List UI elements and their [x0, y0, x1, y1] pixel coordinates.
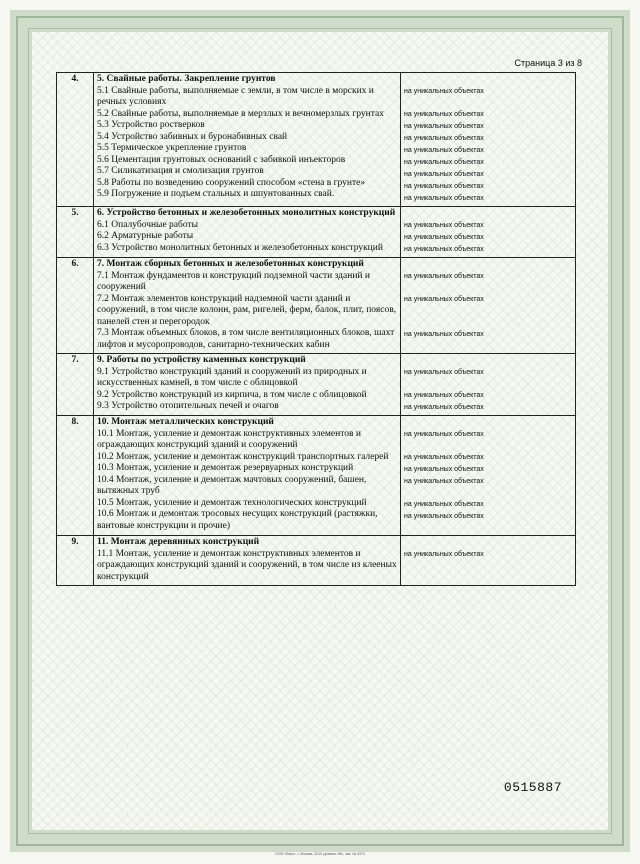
- note-spacer: [404, 259, 572, 271]
- work-note: на уникальных объектах: [404, 501, 484, 508]
- works-cell: [94, 354, 401, 416]
- note-spacer: [404, 537, 572, 549]
- row-number: 8.: [57, 416, 94, 536]
- work-item: 9.2 Устройство конструкций из кирпича, в том числе с облицовкой: [97, 389, 367, 400]
- works-cell: [94, 416, 401, 536]
- work-item: 10.5 Монтаж, усиление и демонтаж технологических конструкций: [97, 497, 367, 508]
- work-item: 5.4 Устройство забивных и буронабивных свай: [97, 131, 288, 142]
- work-item: 10.6 Монтаж и демонтаж тросовых несущих конструкций (растяжки, вантовые конструкции и прочие): [97, 509, 378, 531]
- work-item: 5.9 Погружение и подъем стальных и шпунтованных свай.: [97, 189, 335, 199]
- work-item: 5.1 Свайные работы, выполняемые с земли, в том числе в морских и речных условиях: [97, 85, 374, 107]
- row-number: 7.: [57, 354, 94, 416]
- work-item: 7.3 Монтаж объемных блоков, в том числе вентиляционных блоков, шахт лифтов и мусоропроводов, санитарно-технических кабин: [97, 328, 395, 350]
- works-table: [56, 72, 576, 586]
- note-spacer: [404, 208, 572, 220]
- work-note: на уникальных объектах: [404, 183, 484, 190]
- work-item: 6.1 Опалубочные работы: [97, 219, 198, 230]
- work-item: 10.1 Монтаж, усиление и демонтаж конструктивных элементов и ограждающих конструкций зданий и сооружений: [97, 428, 361, 450]
- page-number: Страница 3 из 8: [514, 58, 582, 68]
- work-note: на уникальных объектах: [404, 296, 484, 303]
- table-row: [57, 73, 576, 207]
- works-cell: [94, 207, 401, 258]
- works-cell: [94, 73, 401, 207]
- work-note: на уникальных объектах: [404, 135, 484, 142]
- work-note: на уникальных объектах: [404, 404, 484, 411]
- print-footer: ООО «Вэкс», г. Москва, 2010 уровень «В», зак. № 4374: [275, 852, 365, 856]
- works-cell: [94, 536, 401, 586]
- work-item: 5.5 Термическое укрепление грунтов: [97, 143, 247, 153]
- work-note: на уникальных объектах: [404, 431, 484, 438]
- row-number: 4.: [57, 73, 94, 207]
- work-item: 10.4 Монтаж, усиление и демонтаж мачтовых сооружений, башен, вытяжных труб: [97, 474, 367, 496]
- work-note: на уникальных объектах: [404, 111, 484, 118]
- note-cell: [401, 536, 576, 586]
- note-cell: [401, 354, 576, 416]
- work-note: на уникальных объектах: [404, 454, 484, 461]
- work-note: на уникальных объектах: [404, 513, 484, 520]
- work-note: на уникальных объектах: [404, 551, 484, 558]
- note-spacer: [404, 74, 572, 86]
- work-item: 5.8 Работы по возведению сооружений способом «стена в грунте»: [97, 177, 366, 188]
- work-item: 5.7 Силикатизация и смолизация грунтов: [97, 166, 264, 176]
- table-row: [57, 416, 576, 536]
- group-title: 7. Монтаж сборных бетонных и железобетонных конструкций: [97, 259, 364, 269]
- work-note: на уникальных объектах: [404, 331, 484, 338]
- work-note: на уникальных объектах: [404, 466, 484, 473]
- table-row: [57, 207, 576, 258]
- table-row: [57, 258, 576, 354]
- table-row: [57, 354, 576, 416]
- work-note: на уникальных объектах: [404, 171, 484, 178]
- work-note: на уникальных объектах: [404, 88, 484, 95]
- group-title: 9. Работы по устройству каменных конструкций: [97, 355, 306, 365]
- note-cell: [401, 416, 576, 536]
- work-note: на уникальных объектах: [404, 147, 484, 154]
- group-title: 10. Монтаж металлических конструкций: [97, 417, 274, 427]
- table-row: [57, 536, 576, 586]
- note-cell: [401, 73, 576, 207]
- work-note: на уникальных объектах: [404, 392, 484, 399]
- serial-number: 0515887: [503, 780, 562, 795]
- work-note: на уникальных объектах: [404, 246, 484, 253]
- work-note: на уникальных объектах: [404, 369, 484, 376]
- work-note: на уникальных объектах: [404, 222, 484, 229]
- work-item: 5.3 Устройство ростверков: [97, 120, 205, 130]
- group-title: 6. Устройство бетонных и железобетонных монолитных конструкций: [97, 208, 396, 218]
- work-note: на уникальных объектах: [404, 478, 484, 485]
- note-spacer: [404, 417, 572, 429]
- work-item: 7.1 Монтаж фундаментов и конструкций подземной части зданий и сооружений: [97, 270, 370, 292]
- work-item: 10.2 Монтаж, усиление и демонтаж конструкций транспортных галерей: [97, 451, 389, 462]
- work-item: 9.3 Устройство отопительных печей и очагов: [97, 401, 279, 411]
- group-title: 11. Монтаж деревянных конструкций: [97, 537, 260, 547]
- work-item: 5.6 Цементация грунтовых оснований с забивкой инъекторов: [97, 154, 346, 165]
- group-title: 5. Свайные работы. Закрепление грунтов: [97, 74, 276, 84]
- work-item: 11.1 Монтаж, усиление и демонтаж конструктивных элементов и ограждающих конструкций зданий и сооружений, в том числе из клееных конструкций: [97, 548, 397, 582]
- work-item: 10.3 Монтаж, усиление и демонтаж резервуарных конструкций: [97, 463, 354, 473]
- work-note: на уникальных объектах: [404, 234, 484, 241]
- work-note: на уникальных объектах: [404, 273, 484, 280]
- work-note: на уникальных объектах: [404, 195, 484, 202]
- work-item: 9.1 Устройство конструкций зданий и сооружений из природных и искусственных камней, в том числе с облицовкой: [97, 366, 367, 388]
- work-item: 7.2 Монтаж элементов конструкций надземной части зданий и сооружений, в том числе колонн, рам, ригелей, ферм, балок, плит, поясов, панелей стен и перегородок: [97, 293, 397, 327]
- work-item: 5.2 Свайные работы, выполняемые в мерзлых и вечномерзлых грунтах: [97, 108, 384, 119]
- row-number: 5.: [57, 207, 94, 258]
- work-note: на уникальных объектах: [404, 159, 484, 166]
- work-item: 6.2 Арматурные работы: [97, 231, 194, 241]
- note-cell: [401, 258, 576, 354]
- work-item: 6.3 Устройство монолитных бетонных и железобетонных конструкций: [97, 242, 383, 253]
- note-cell: [401, 207, 576, 258]
- row-number: 6.: [57, 258, 94, 354]
- row-number: 9.: [57, 536, 94, 586]
- note-spacer: [404, 355, 572, 367]
- work-note: на уникальных объектах: [404, 123, 484, 130]
- works-cell: [94, 258, 401, 354]
